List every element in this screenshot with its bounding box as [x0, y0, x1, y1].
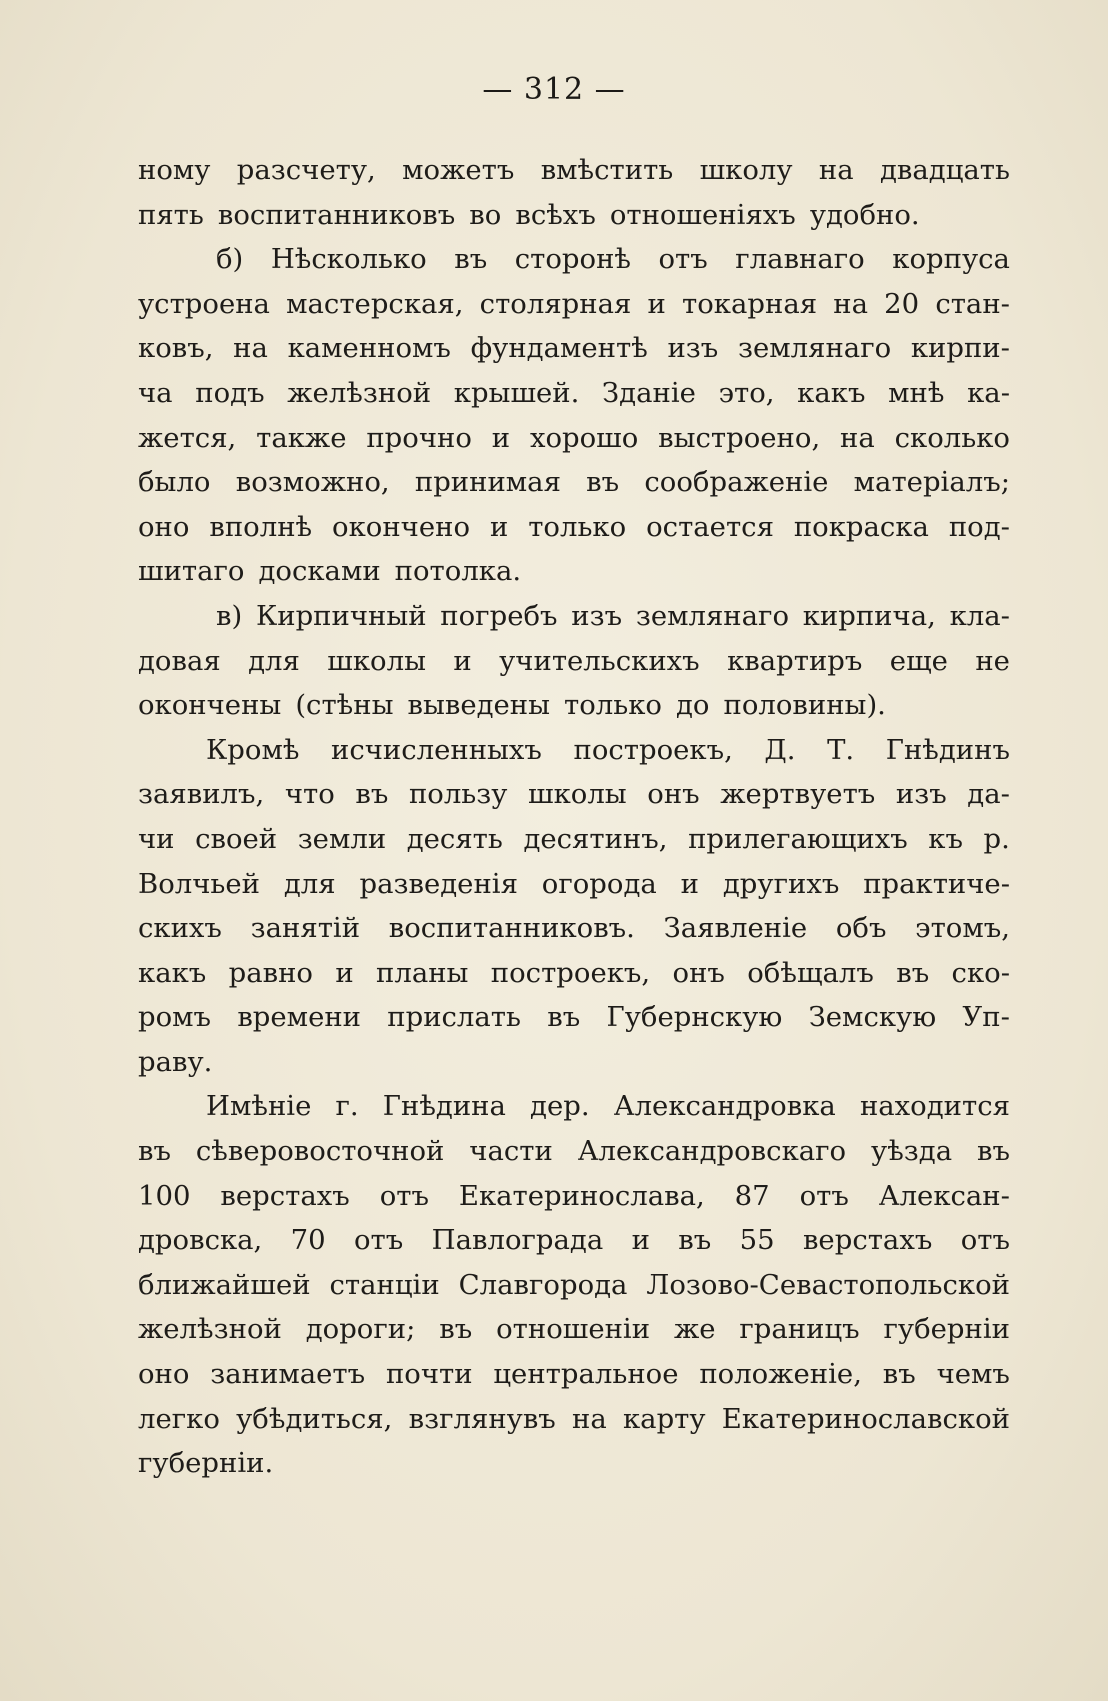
word: и: [489, 510, 509, 543]
word: 100: [138, 1179, 191, 1212]
word: жертвуетъ: [720, 778, 876, 811]
text-line: [138, 1441, 1010, 1486]
word: отъ: [354, 1224, 404, 1257]
word: отъ: [379, 1179, 429, 1212]
word: въ: [439, 1313, 473, 1346]
word: досками: [258, 555, 381, 588]
word: принимая: [414, 466, 561, 499]
word: чемъ: [936, 1358, 1010, 1391]
word: кла-: [949, 599, 1010, 632]
word: въ: [896, 956, 930, 989]
word: отъ: [658, 243, 708, 276]
word: Волчьей: [138, 867, 260, 900]
word: этомъ,: [915, 912, 1010, 945]
word: школы: [528, 778, 627, 811]
word: на: [233, 332, 268, 365]
word: не: [975, 644, 1010, 677]
word: стан-: [935, 287, 1010, 320]
text-line: [138, 1218, 1010, 1263]
word: в): [216, 599, 243, 632]
word: и: [453, 644, 472, 677]
word: построекъ,: [573, 733, 733, 766]
word: отъ: [960, 1224, 1010, 1257]
word: раву.: [138, 1045, 213, 1078]
word: чи: [138, 822, 175, 855]
word: на: [833, 287, 868, 320]
word: матеріалъ;: [853, 466, 1010, 499]
word: ча: [138, 376, 173, 409]
word: верстахъ: [802, 1224, 933, 1257]
word: Славгорода: [458, 1268, 628, 1301]
word: еще: [889, 644, 948, 677]
word: сѣверовосточной: [195, 1135, 445, 1168]
word: пять: [138, 198, 204, 231]
word: только: [564, 689, 662, 722]
word: погребъ: [440, 599, 558, 632]
text-line: [138, 683, 1010, 728]
word: планы: [376, 956, 469, 989]
text-line: [138, 237, 1010, 282]
word: десятинъ,: [523, 822, 668, 855]
text-line: [138, 416, 1010, 461]
word: и: [647, 287, 666, 320]
word: устроена: [138, 287, 270, 320]
word: корпуса: [892, 243, 1010, 276]
text-line: [138, 1040, 1010, 1085]
word: подъ: [195, 376, 265, 409]
word: земли: [297, 822, 387, 855]
word: землянаго: [635, 599, 789, 632]
word: въ: [586, 466, 620, 499]
word: кирпи-: [910, 332, 1010, 365]
body-text: [138, 148, 1010, 1486]
word: Павлограда: [431, 1224, 604, 1257]
word: на: [818, 154, 854, 186]
word: выведены: [407, 689, 551, 722]
word: центральное: [493, 1358, 679, 1391]
word: двадцать: [879, 154, 1010, 186]
word: также: [256, 421, 347, 454]
word: Александровскаго: [577, 1135, 847, 1168]
word: 70: [290, 1224, 326, 1257]
word: каменномъ: [287, 332, 451, 365]
word: под-: [948, 510, 1010, 543]
word: Лозово-Севастопольской: [646, 1268, 1010, 1301]
word: пользу: [408, 778, 508, 811]
word: губерніи: [883, 1313, 1010, 1346]
word: крышей.: [453, 376, 580, 409]
word: дороги;: [305, 1313, 416, 1346]
text-line: [138, 1263, 1010, 1308]
word: какъ: [797, 376, 866, 409]
text-line: [138, 460, 1010, 505]
word: какъ: [138, 956, 207, 989]
word: мнѣ: [888, 376, 945, 409]
word: что: [284, 778, 335, 811]
page-number: — 312 —: [482, 72, 626, 107]
word: ближайшей: [138, 1268, 311, 1301]
word: школы: [327, 644, 426, 677]
word: ромъ: [138, 1001, 212, 1034]
word: воспитанниковъ.: [388, 912, 635, 945]
word: изъ: [895, 778, 947, 811]
text-line: [138, 594, 1010, 639]
word: отношеніяхъ: [609, 198, 796, 231]
word: выстроено,: [658, 421, 821, 454]
word: квартиръ: [727, 644, 863, 677]
word: десять: [406, 822, 503, 855]
word: онъ: [672, 956, 725, 989]
word: токарная: [682, 287, 818, 320]
text-line: [138, 728, 1010, 773]
word: и: [680, 867, 699, 900]
word: окончены: [138, 689, 282, 722]
word: къ: [928, 822, 963, 855]
word: огорода: [541, 867, 657, 900]
word: всѣхъ: [515, 198, 596, 231]
word: желѣзной: [138, 1313, 282, 1346]
word: главнаго: [735, 243, 865, 276]
word: онъ: [647, 778, 700, 811]
text-line: [138, 148, 1010, 193]
word: на: [840, 421, 875, 454]
text-line: [138, 1129, 1010, 1174]
word: р.: [983, 822, 1010, 855]
word: дер.: [530, 1090, 590, 1123]
word: сторонѣ: [514, 243, 631, 276]
text-line: [138, 1174, 1010, 1219]
word: убѣдиться,: [236, 1402, 393, 1435]
word: исчисленныхъ: [330, 733, 542, 766]
word: оно: [138, 510, 190, 543]
word: и: [631, 1224, 650, 1257]
word: г.: [335, 1090, 359, 1123]
word: Земскую: [808, 1001, 937, 1034]
word: изъ: [667, 332, 719, 365]
word: оно: [138, 1358, 190, 1391]
word: ному: [138, 154, 211, 186]
word: желѣзной: [287, 376, 432, 409]
word: уѣзда: [871, 1135, 953, 1168]
word: прилегающихъ: [688, 822, 908, 855]
word: губерніи.: [138, 1447, 274, 1480]
word: шитаго: [138, 555, 245, 588]
text-line: [138, 817, 1010, 862]
word: построекъ,: [490, 956, 651, 989]
word: было: [138, 466, 211, 499]
word: легко: [138, 1402, 220, 1435]
word: (стѣны: [295, 689, 394, 722]
word: ковъ,: [138, 332, 214, 365]
word: окончено: [332, 510, 471, 543]
text-line: [138, 772, 1010, 817]
word: объ: [835, 912, 887, 945]
word: удобно.: [809, 198, 920, 231]
word: вмѣстить: [540, 154, 674, 186]
word: границъ: [739, 1313, 860, 1346]
word: фундаментѣ: [470, 332, 648, 365]
word: соображеніе: [644, 466, 829, 499]
text-line: [138, 862, 1010, 907]
word: Зданіе: [602, 376, 696, 409]
word: для: [248, 644, 300, 677]
word: въ: [977, 1135, 1010, 1168]
word: 55: [739, 1224, 775, 1257]
word: кирпича,: [802, 599, 936, 632]
word: и: [335, 956, 354, 989]
word: прочно: [366, 421, 472, 454]
word: Кирпичный: [255, 599, 427, 632]
word: жется,: [138, 421, 237, 454]
word: другихъ: [722, 867, 840, 900]
word: школу: [699, 154, 793, 186]
word: практиче-: [863, 867, 1010, 900]
word: Уп-: [962, 1001, 1010, 1034]
word: б): [216, 243, 244, 276]
word: Гнѣдина: [382, 1090, 506, 1123]
word: остается: [646, 510, 774, 543]
word: 20: [884, 287, 920, 320]
word: въ: [355, 778, 389, 811]
word: во: [469, 198, 502, 231]
word: хорошо: [529, 421, 639, 454]
word: можетъ: [402, 154, 515, 186]
word: Губернскую: [606, 1001, 783, 1034]
word: дровска,: [138, 1224, 263, 1257]
word: ско-: [951, 956, 1010, 989]
word: Алексан-: [878, 1179, 1010, 1212]
text-line: [138, 1307, 1010, 1352]
word: Д.: [764, 733, 796, 766]
word: части: [469, 1135, 553, 1168]
word: сколько: [894, 421, 1010, 454]
word: своей: [195, 822, 278, 855]
word: отъ: [799, 1179, 849, 1212]
word: изъ: [571, 599, 623, 632]
text-line: [138, 505, 1010, 550]
word: въ: [138, 1135, 171, 1168]
word: вполнѣ: [209, 510, 313, 543]
word: верстахъ: [220, 1179, 350, 1212]
word: отношеніи: [496, 1313, 651, 1346]
word: въ: [678, 1224, 712, 1257]
text-line: [138, 1397, 1010, 1442]
word: землянаго: [737, 332, 892, 365]
word: въ: [454, 243, 488, 276]
word: Александровка: [613, 1090, 836, 1123]
word: скихъ: [138, 912, 222, 945]
word: учительскихъ: [499, 644, 700, 677]
text-line: [138, 1352, 1010, 1397]
word: потолка.: [394, 555, 522, 588]
word: Гнѣдинъ: [885, 733, 1010, 766]
text-line: [138, 371, 1010, 416]
word: обѣщалъ: [747, 956, 874, 989]
word: равно: [228, 956, 313, 989]
word: положеніе,: [699, 1358, 862, 1391]
word: Имѣніе: [206, 1090, 312, 1123]
word: Екатеринославской: [721, 1402, 1010, 1435]
word: почти: [385, 1358, 473, 1391]
word: Т.: [827, 733, 855, 766]
word: взглянувъ: [408, 1402, 556, 1435]
word: на: [572, 1402, 607, 1435]
text-line: [138, 906, 1010, 951]
word: столярная: [479, 287, 632, 320]
word: занятій: [250, 912, 361, 945]
text-line: [138, 1084, 1010, 1129]
word: половины).: [723, 689, 886, 722]
word: Нѣсколько: [270, 243, 427, 276]
word: прислать: [387, 1001, 521, 1034]
word: въ: [882, 1358, 916, 1391]
word: разсчету,: [236, 154, 376, 186]
word: только: [528, 510, 627, 543]
text-line: [138, 193, 1010, 238]
word: воспитанниковъ: [217, 198, 456, 231]
text-line: [138, 639, 1010, 684]
word: въ: [547, 1001, 581, 1034]
word: возможно,: [235, 466, 390, 499]
word: занимаетъ: [210, 1358, 366, 1391]
word: да-: [967, 778, 1010, 811]
word: карту: [622, 1402, 706, 1435]
word: заявилъ,: [138, 778, 265, 811]
word: Екатеринослава,: [458, 1179, 705, 1212]
word: времени: [237, 1001, 361, 1034]
word: 87: [734, 1179, 770, 1212]
text-line: [138, 995, 1010, 1040]
word: мастерская,: [286, 287, 464, 320]
word: для: [283, 867, 336, 900]
word: разведенія: [359, 867, 518, 900]
word: Кромѣ: [206, 733, 300, 766]
text-line: [138, 326, 1010, 371]
word: довая: [138, 644, 221, 677]
word: же: [673, 1313, 716, 1346]
word: ка-: [967, 376, 1010, 409]
text-line: [138, 951, 1010, 996]
word: и: [491, 421, 511, 454]
word: до: [676, 689, 710, 722]
word: Заявленіе: [663, 912, 808, 945]
word: станціи: [329, 1268, 440, 1301]
word: это,: [718, 376, 775, 409]
text-line: [138, 549, 1010, 594]
word: покраска: [793, 510, 929, 543]
text-line: [138, 282, 1010, 327]
word: находится: [859, 1090, 1010, 1123]
